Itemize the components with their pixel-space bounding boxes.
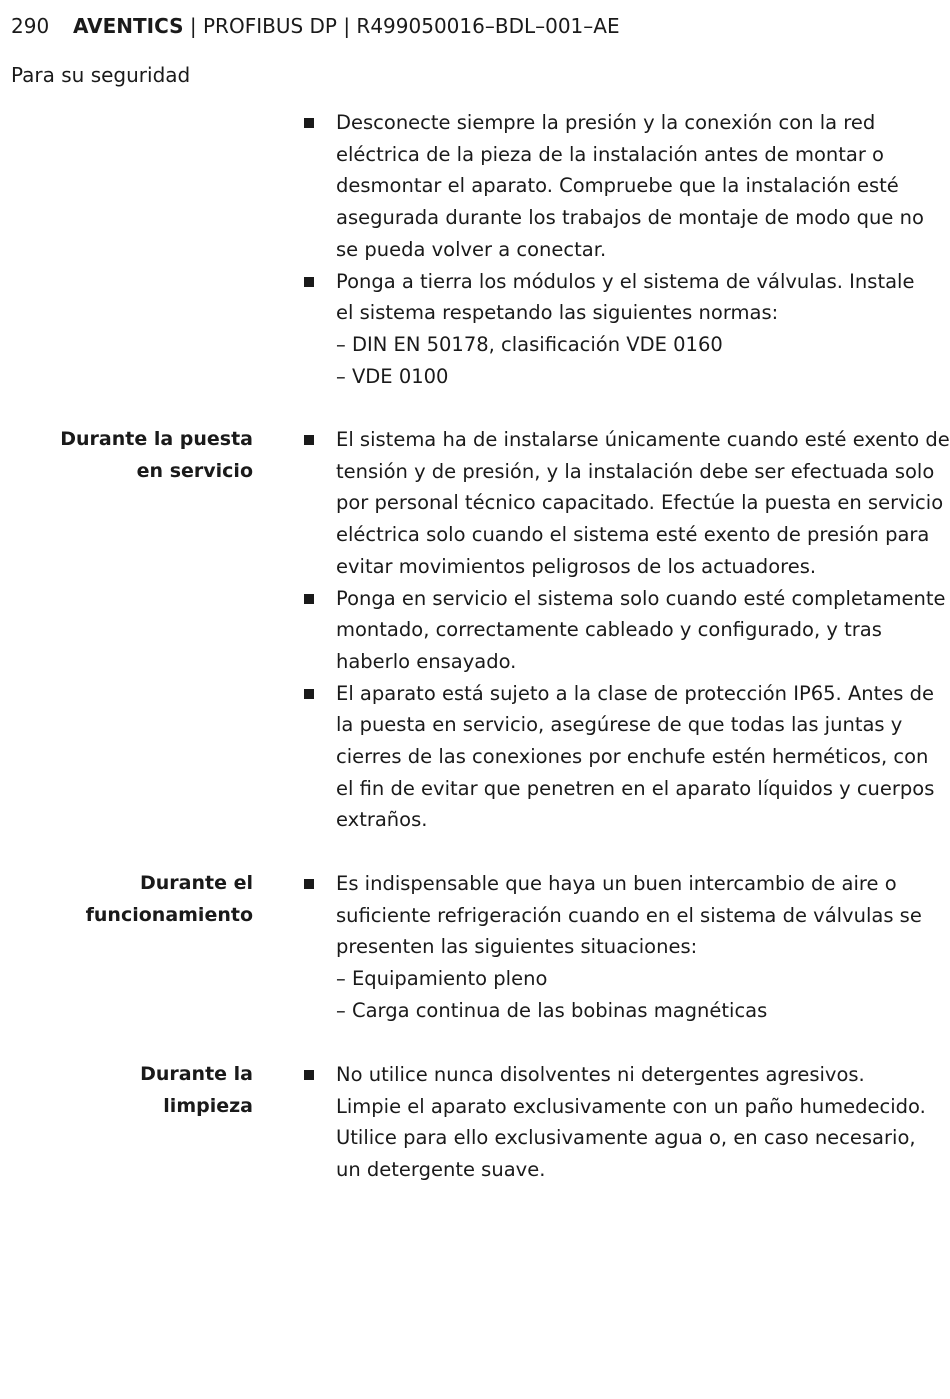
text-line: suficiente refrigeración cuando en el sistema de válvulas se — [336, 903, 922, 927]
text-line: Utilice para ello exclusivamente agua o, en caso necesario, — [336, 1126, 916, 1150]
text-line: Limpie el aparato exclusivamente con un paño humedecido. — [336, 1094, 926, 1118]
bullet-square-icon — [304, 1070, 314, 1080]
list-item — [336, 424, 950, 583]
page-number: 290 — [11, 14, 50, 38]
text-line: Ponga en servicio el sistema solo cuando esté completamente — [336, 586, 946, 610]
text-line: El aparato está sujeto a la clase de protección IP65. Antes de — [336, 681, 935, 705]
list-item — [336, 266, 915, 393]
brand-name: AVENTICS — [73, 14, 184, 38]
text-line: desmontar el aparato. Compruebe que la instalación esté — [336, 174, 899, 198]
text-line: – VDE 0100 — [336, 364, 449, 388]
list-item — [336, 107, 924, 266]
bullet-square-icon — [304, 118, 314, 128]
text-line: cierres de las conexiones por enchufe estén herméticos, con — [336, 745, 929, 769]
text-line: eléctrica de la pieza de la instalación antes de montar o — [336, 142, 884, 166]
text-line: – Equipamiento pleno — [336, 967, 548, 991]
list-item — [336, 868, 922, 1027]
section-cleaning — [0, 1059, 950, 1186]
chapter-title: Para su seguridad — [11, 63, 191, 87]
label-line: Durante el — [140, 872, 253, 894]
text-line: evitar movimientos peligrosos de los actuadores. — [336, 554, 817, 578]
text-line: Ponga a tierra los módulos y el sistema de válvulas. Instale — [336, 269, 915, 293]
text-line: se pueda volver a conectar. — [336, 237, 607, 261]
text-line: – Carga continua de las bobinas magnéticas — [336, 998, 768, 1022]
label-line: funcionamiento — [85, 903, 253, 926]
text-line: No utilice nunca disolventes ni detergentes agresivos. — [336, 1063, 865, 1086]
label-line: Durante la — [140, 1063, 253, 1085]
text-line: haberlo ensayado. — [336, 649, 517, 673]
text-line: Es indispensable que haya un buen intercambio de aire o — [336, 872, 897, 895]
bullet-square-icon — [304, 594, 314, 604]
list-item — [336, 583, 946, 678]
section-operation — [0, 868, 950, 1027]
section-commissioning — [0, 424, 950, 836]
text-line: por personal técnico capacitado. Efectúe la puesta en servicio — [336, 491, 944, 515]
section-label — [13, 868, 253, 931]
section-label — [13, 1059, 253, 1122]
page-header — [11, 12, 620, 40]
label-line: Durante la puesta — [60, 428, 253, 450]
text-line: el fin de evitar que penetren en el aparato líquidos y cuerpos — [336, 776, 935, 800]
bullet-square-icon — [304, 689, 314, 699]
section-label — [13, 424, 253, 487]
label-line: limpieza — [163, 1094, 253, 1117]
text-line: tensión y de presión, y la instalación debe ser efectuada solo — [336, 459, 935, 483]
text-line: extraños. — [336, 808, 428, 832]
text-line: el sistema respetando las siguientes normas: — [336, 301, 779, 325]
text-line: un detergente suave. — [336, 1158, 546, 1182]
section-general — [0, 107, 950, 392]
text-line: – DIN EN 50178, clasificación VDE 0160 — [336, 332, 723, 356]
text-line: El sistema ha de instalarse únicamente cuando esté exento de — [336, 428, 950, 451]
bullet-square-icon — [304, 879, 314, 889]
text-line: la puesta en servicio, asegúrese de que todas las juntas y — [336, 713, 903, 737]
text-line: eléctrica solo cuando el sistema esté exento de presión para — [336, 523, 930, 547]
text-line: montado, correctamente cableado y configurado, y tras — [336, 618, 882, 642]
text-line: asegurada durante los trabajos de montaje de modo que no — [336, 206, 924, 230]
text-line: presenten las siguientes situaciones: — [336, 935, 698, 959]
text-line: Desconecte siempre la presión y la conexión con la red — [336, 111, 876, 134]
document-reference: | PROFIBUS DP | R499050016–BDL–001–AE — [183, 14, 620, 38]
bullet-square-icon — [304, 435, 314, 445]
bullet-square-icon — [304, 277, 314, 287]
label-line: en servicio — [136, 459, 253, 482]
list-item — [336, 678, 935, 837]
list-item — [336, 1059, 926, 1186]
